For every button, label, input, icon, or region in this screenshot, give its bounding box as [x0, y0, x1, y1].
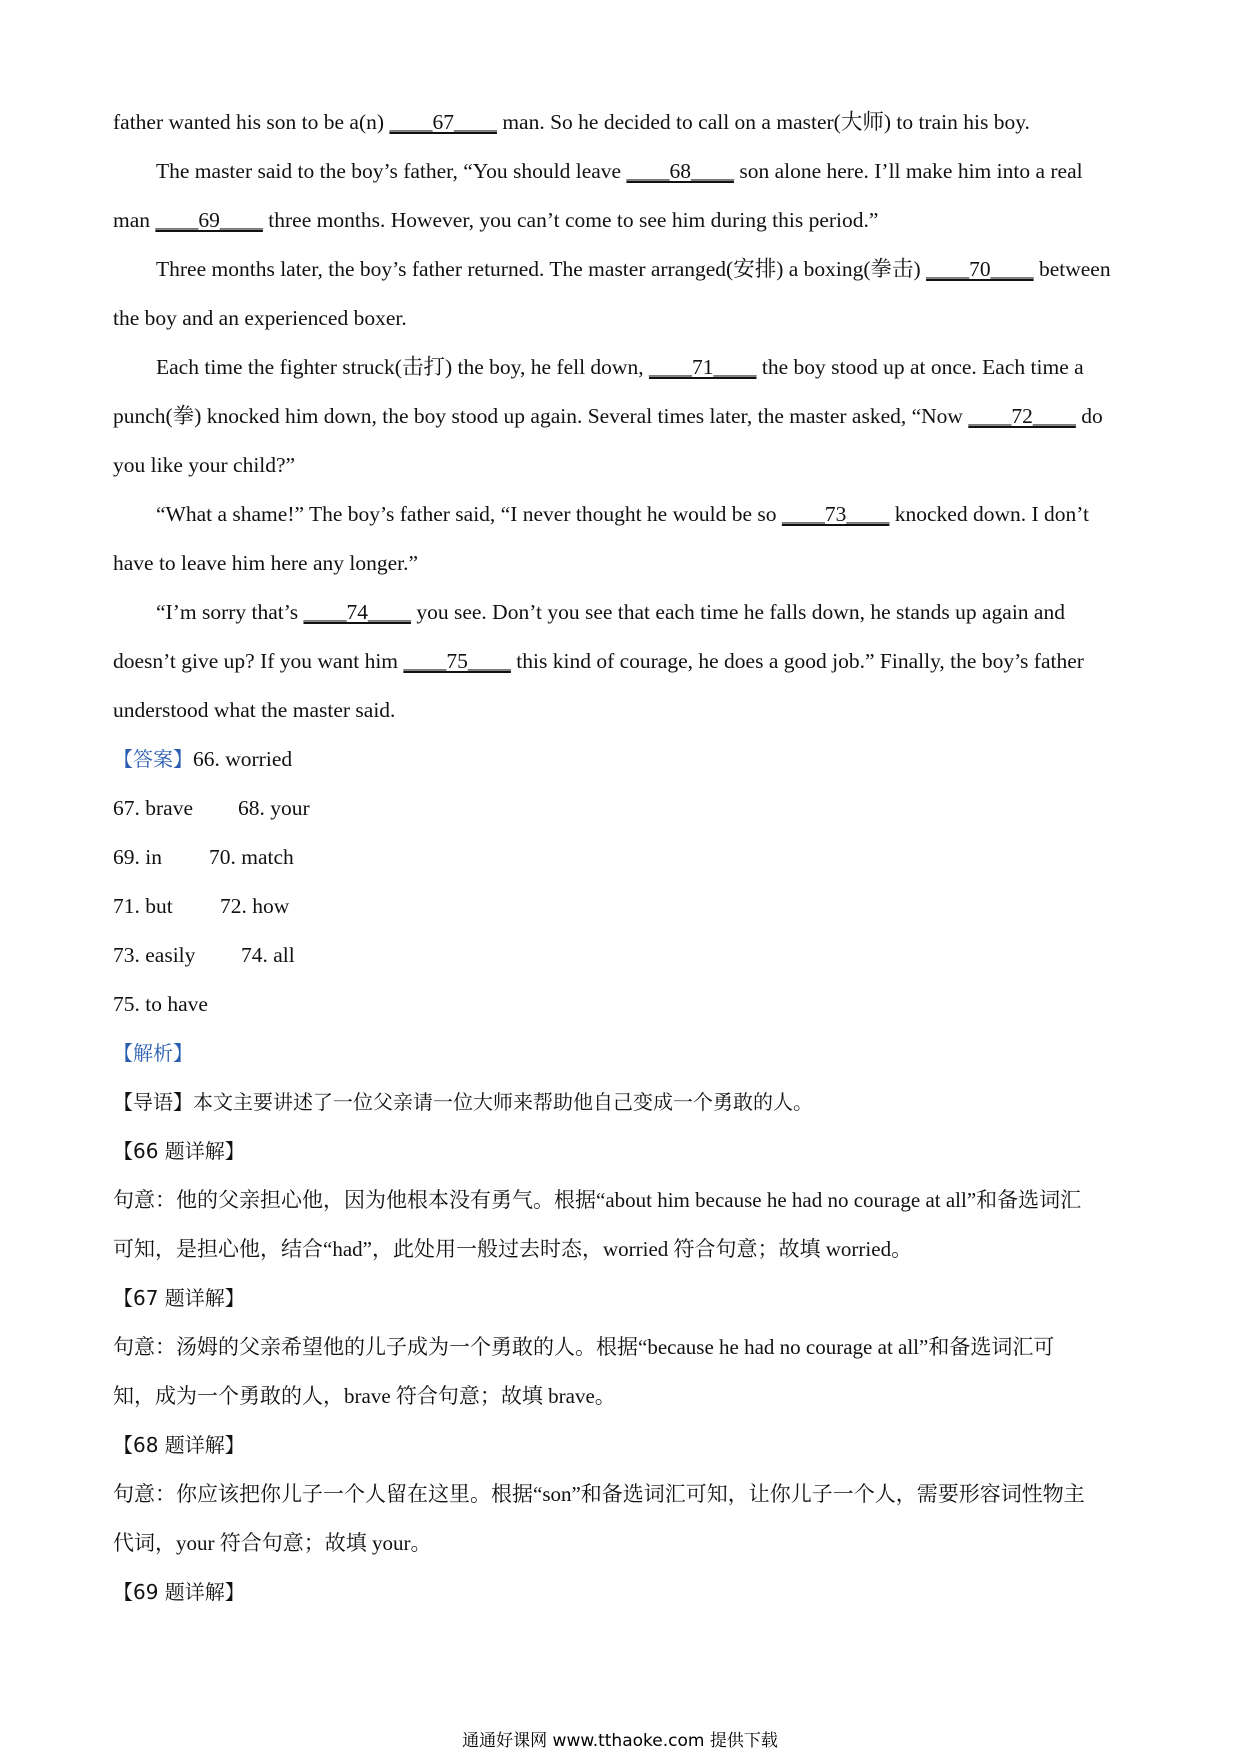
- passage-line: [113, 343, 1133, 392]
- explanation-text: 句意：他的父亲担心他，因为他根本没有勇气。根据“about him because he had no courage at all”和备选词汇: [113, 1188, 1082, 1212]
- text: Three months later, the boy’s father returned. The master arranged(安排) a boxing(拳击): [156, 257, 927, 281]
- explanation-line: [113, 1176, 1133, 1225]
- question-heading: [113, 1421, 1133, 1470]
- explanation-text: 句意：你应该把你儿子一个人留在这里。根据“son”和备选词汇可知，让你儿子一个人，需要形容词性物主: [113, 1482, 1085, 1506]
- passage-line: [113, 490, 1133, 539]
- passage-line: [113, 539, 1133, 588]
- text: father wanted his son to be a(n): [113, 110, 390, 134]
- passage-line: [113, 392, 1133, 441]
- answer-row: [113, 882, 1133, 931]
- text: have to leave him here any longer.”: [113, 551, 419, 575]
- text: man: [113, 208, 156, 232]
- analysis-label-line: [113, 1029, 1133, 1078]
- text: the boy stood up at once. Each time a: [756, 355, 1084, 379]
- answer-item: 73. easily: [113, 943, 196, 967]
- text: “What a shame!” The boy’s father said, “I never thought he would be so: [156, 502, 782, 526]
- passage-line: [113, 98, 1133, 147]
- explanation-line: [113, 1519, 1133, 1568]
- answer-item: 75. to have: [113, 992, 208, 1016]
- answer-item: 69. in: [113, 845, 162, 869]
- text: The master said to the boy’s father, “You should leave: [156, 159, 627, 183]
- text: son alone here. I’ll make him into a real: [733, 159, 1083, 183]
- intro-line: [113, 1078, 1133, 1127]
- text: you like your child?”: [113, 453, 296, 477]
- question-heading: [113, 1568, 1133, 1617]
- heading-text: 【67 题详解】: [113, 1286, 245, 1310]
- intro-text: 本文主要讲述了一位父亲请一位大师来帮助他自己变成一个勇敢的人。: [193, 1090, 813, 1114]
- answer-row: [113, 980, 1133, 1029]
- answer-row: [113, 931, 1133, 980]
- passage-line: [113, 637, 1133, 686]
- text: man. So he decided to call on a master(大师) to train his boy.: [496, 110, 1030, 134]
- answer-item: 74. all: [241, 943, 295, 967]
- question-heading: [113, 1274, 1133, 1323]
- explanation-text: 代词，your 符合句意；故填 your。: [113, 1531, 432, 1555]
- answer-item: 72. how: [220, 894, 290, 918]
- blank-75[interactable]: ____75____: [403, 649, 511, 673]
- answer-66: 66. worried: [193, 747, 293, 771]
- question-heading: [113, 1127, 1133, 1176]
- page-content: [113, 98, 1133, 1617]
- answer-row: [113, 833, 1133, 882]
- blank-68[interactable]: ____68____: [626, 159, 734, 183]
- blank-73[interactable]: ____73____: [781, 502, 890, 526]
- heading-text: 【68 题详解】: [113, 1433, 245, 1457]
- text: doesn’t give up? If you want him: [113, 649, 404, 673]
- blank-70[interactable]: ____70____: [926, 257, 1034, 281]
- text: understood what the master said.: [113, 698, 396, 722]
- blank-74[interactable]: ____74____: [303, 600, 411, 624]
- answer-item: 70. match: [209, 845, 294, 869]
- text: you see. Don’t you see that each time he falls down, he stands up again and: [410, 600, 1065, 624]
- passage-line: [113, 245, 1133, 294]
- passage-line: [113, 686, 1133, 735]
- text: the boy and an experienced boxer.: [113, 306, 407, 330]
- text: do: [1075, 404, 1103, 428]
- explanation-line: [113, 1225, 1133, 1274]
- answer-line: [113, 735, 1133, 784]
- answer-label: 【答案】: [113, 747, 193, 771]
- passage-line: [113, 441, 1133, 490]
- heading-text: 【66 题详解】: [113, 1139, 245, 1163]
- text: knocked down. I don’t: [889, 502, 1090, 526]
- blank-69[interactable]: ____69____: [155, 208, 263, 232]
- answer-row: [113, 784, 1133, 833]
- passage-line: [113, 294, 1133, 343]
- explanation-line: [113, 1323, 1133, 1372]
- answer-item: 71. but: [113, 894, 173, 918]
- explanation-line: [113, 1372, 1133, 1421]
- text: punch(拳) knocked him down, the boy stood up again. Several times later, the master asked, “Now: [113, 404, 969, 428]
- answer-item: 68. your: [238, 796, 310, 820]
- text: between: [1033, 257, 1111, 281]
- blank-72[interactable]: ____72____: [968, 404, 1076, 428]
- heading-text: 【69 题详解】: [113, 1580, 245, 1604]
- answer-item: 67. brave: [113, 796, 193, 820]
- intro-label: 【导语】: [113, 1090, 193, 1114]
- blank-67[interactable]: ____67____: [389, 110, 497, 134]
- page-footer: 通通好课网 www.tthaoke.com 提供下载: [462, 1731, 778, 1751]
- text: this kind of courage, he does a good job.” Finally, the boy’s father: [510, 649, 1084, 673]
- blank-71[interactable]: ____71____: [648, 355, 757, 379]
- analysis-label: 【解析】: [113, 1041, 193, 1065]
- passage-line: [113, 147, 1133, 196]
- text: Each time the fighter struck(击打) the boy, he fell down,: [156, 355, 649, 379]
- explanation-text: 可知，是担心他，结合“had”，此处用一般过去时态，worried 符合句意；故填 worried。: [113, 1237, 913, 1261]
- explanation-text: 知，成为一个勇敢的人，brave 符合句意；故填 brave。: [113, 1384, 616, 1408]
- passage-line: [113, 196, 1133, 245]
- explanation-text: 句意：汤姆的父亲希望他的儿子成为一个勇敢的人。根据“because he had no courage at all”和备选词汇可: [113, 1335, 1055, 1359]
- explanation-line: [113, 1470, 1133, 1519]
- passage-line: [113, 588, 1133, 637]
- text: “I’m sorry that’s: [156, 600, 304, 624]
- text: three months. However, you can’t come to see him during this period.”: [262, 208, 879, 232]
